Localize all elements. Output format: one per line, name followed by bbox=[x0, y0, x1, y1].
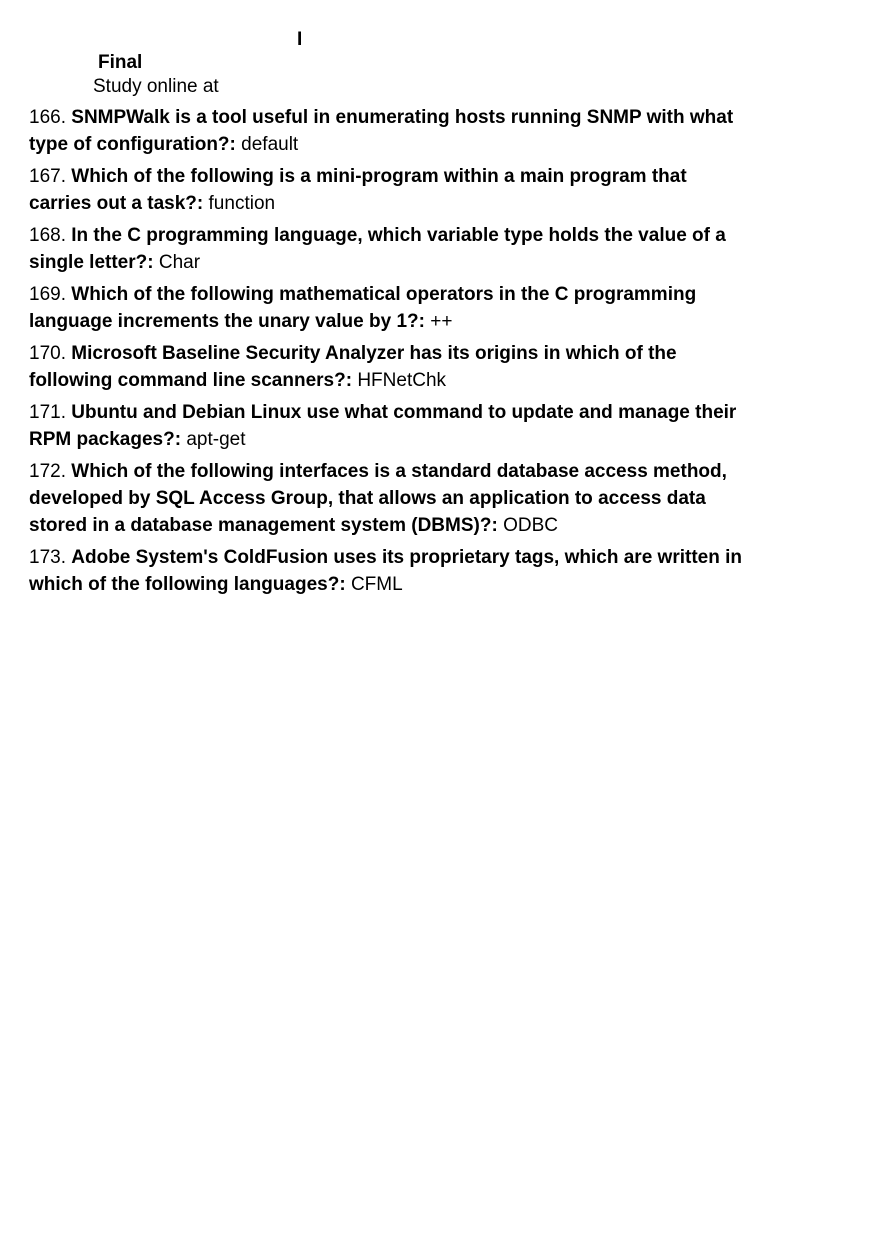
question-text: Which of the following mathematical operators in the C programming language increments the unary value by 1?: bbox=[29, 284, 697, 332]
question-item bbox=[29, 163, 749, 217]
question-item bbox=[29, 104, 749, 158]
header-title: Final bbox=[98, 52, 143, 73]
question-item bbox=[29, 544, 749, 598]
answer-text: default bbox=[241, 134, 299, 155]
question-item bbox=[29, 281, 749, 335]
question-text: SNMPWalk is a tool useful in enumerating hosts running SNMP with what type of configuration?: bbox=[29, 107, 734, 155]
question-item bbox=[29, 458, 749, 539]
header-subtitle: Study online at bbox=[93, 76, 219, 97]
answer-text: Char bbox=[158, 252, 201, 273]
question-item bbox=[29, 340, 749, 394]
question-number: 169. bbox=[29, 284, 66, 305]
question-number: 166. bbox=[29, 107, 66, 128]
question-number: 171. bbox=[29, 402, 66, 423]
question-item bbox=[29, 399, 749, 453]
question-text: In the C programming language, which variable type holds the value of a single letter?: bbox=[29, 225, 726, 273]
answer-text: HFNetChk bbox=[357, 370, 447, 391]
answer-text: ++ bbox=[430, 311, 453, 332]
answer-text: apt-get bbox=[186, 429, 246, 450]
question-text: Microsoft Baseline Security Analyzer has its origins in which of the following command line scanners?: bbox=[29, 343, 677, 391]
question-number: 173. bbox=[29, 547, 66, 568]
question-text: Which of the following is a mini-program within a main program that carries out a task?: bbox=[29, 166, 687, 214]
question-number: 168. bbox=[29, 225, 66, 246]
question-text: Ubuntu and Debian Linux use what command to update and manage their RPM packages?: bbox=[29, 402, 737, 450]
question-number: 172. bbox=[29, 461, 66, 482]
question-item bbox=[29, 222, 749, 276]
question-text: Which of the following interfaces is a standard database access method, developed by SQL Access Group, that allows an application to access data stored in a database management system (DBMS)?: bbox=[29, 461, 727, 536]
question-text: Adobe System's ColdFusion uses its proprietary tags, which are written in which of the following languages?: bbox=[29, 547, 742, 595]
answer-text: CFML bbox=[350, 574, 403, 595]
question-number: 170. bbox=[29, 343, 66, 364]
header-mark: I bbox=[297, 29, 303, 50]
answer-text: ODBC bbox=[503, 515, 558, 536]
answer-text: function bbox=[208, 193, 276, 214]
question-number: 167. bbox=[29, 166, 66, 187]
question-list bbox=[29, 104, 749, 603]
